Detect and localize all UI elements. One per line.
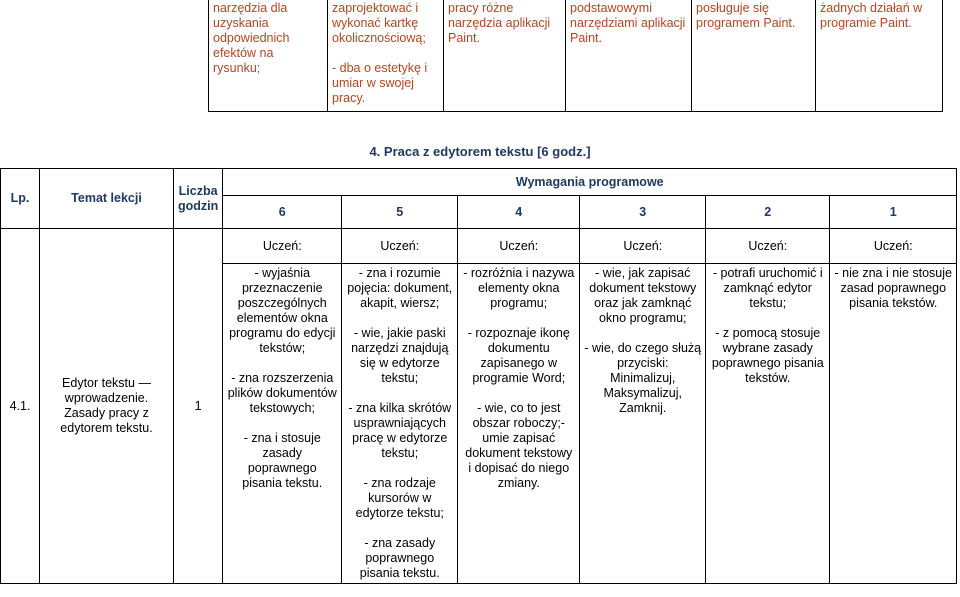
header-grade-3: 3 — [580, 196, 706, 229]
requirement-item: - wyjaśnia przeznaczenie poszczególnych elementów okna programu do edycji tekstów; — [229, 266, 336, 355]
requirement-item: - zna i stosuje zasady poprawnego pisania tekstu. — [242, 431, 323, 490]
row-temat: Edytor tekstu — wprowadzenie. Zasady pracy z edytorem tekstu. — [40, 229, 174, 584]
top-cell-paragraph: żadnych działań w programie Paint. — [820, 1, 923, 30]
requirements-grade-4 — [458, 264, 580, 584]
top-table-fragment — [208, 0, 943, 112]
header-grade-2: 2 — [706, 196, 830, 229]
row-lp: 4.1. — [1, 229, 40, 584]
requirement-item: - nie zna i nie stosuje zasad poprawnego pisania tekstów. — [834, 266, 952, 310]
requirements-table — [0, 168, 957, 584]
requirement-item: - z pomocą stosuje wybrane zasady poprawnego pisania tekstów. — [711, 326, 824, 385]
requirement-item: - wie, jakie paski narzędzi znajdują się w edytorze tekstu; — [351, 326, 449, 385]
header-grade-5: 5 — [342, 196, 458, 229]
requirement-item: - zna rodzaje kursorów w edytorze tekstu; — [355, 476, 444, 520]
top-cell-paragraph: posługuje się programem Paint. — [696, 1, 796, 30]
uczen-label-6: Uczeń: — [223, 229, 342, 264]
section-title: 4. Praca z edytorem tekstu [6 godz.] — [369, 144, 591, 159]
header-lp: Lp. — [1, 169, 40, 229]
requirements-grade-6 — [223, 264, 342, 584]
top-cell-paragraph: pracy różne narzędzia aplikacji Paint. — [448, 1, 551, 45]
top-cell-paragraph: zaprojektować i wykonać kartkę okolicznościową; — [332, 1, 426, 45]
requirements-grade-3 — [580, 264, 706, 584]
uczen-label-1: Uczeń: — [830, 229, 957, 264]
requirement-item: - rozpoznaje ikonę dokumentu zapisanego w programie Word; — [467, 326, 570, 385]
uczen-label-4: Uczeń: — [458, 229, 580, 264]
header-liczba: Liczba godzin — [174, 169, 223, 229]
header-grade-4: 4 — [458, 196, 580, 229]
row-godziny: 1 — [174, 229, 223, 584]
top-cell-2 — [692, 0, 816, 112]
requirement-item: - wie, do czego służą przyciski: Minimalizuj, Maksymalizuj, Zamknij. — [584, 341, 702, 415]
requirement-item: - wie, co to jest obszar roboczy;- umie zapisać dokument tekstowy i dopisać do niego zmiany. — [465, 401, 573, 490]
header-wymagania: Wymagania programowe — [223, 169, 957, 196]
requirement-item: - zna kilka skrótów usprawniających pracę w edytorze tekstu; — [348, 401, 452, 460]
requirement-item: - zna zasady poprawnego pisania tekstu. — [359, 536, 440, 580]
uczen-label-5: Uczeń: — [342, 229, 458, 264]
requirement-item: - potrafi uruchomić i zamknąć edytor tekstu; — [712, 266, 823, 310]
requirement-item: - zna i rozumie pojęcia: dokument, akapit, wiersz; — [347, 266, 453, 310]
header-grade-6: 6 — [223, 196, 342, 229]
top-cell-paragraph: - dba o estetykę i umiar w swojej pracy. — [332, 61, 428, 105]
requirement-item: - zna rozszerzenia plików dokumentów tekstowych; — [227, 371, 337, 415]
requirements-grade-2 — [706, 264, 830, 584]
requirements-grade-1 — [830, 264, 957, 584]
requirement-item: - rozróżnia i nazywa elementy okna programu; — [463, 266, 575, 310]
header-temat: Temat lekcji — [40, 169, 174, 229]
top-table-row — [209, 0, 943, 112]
top-cell-3 — [566, 0, 692, 112]
header-grade-1: 1 — [830, 196, 957, 229]
top-cell-5 — [328, 0, 444, 112]
requirement-item: - wie, jak zapisać dokument tekstowy oraz jak zamknąć okno programu; — [589, 266, 697, 325]
top-cell-paragraph: narzędzia dla uzyskania odpowiednich efektów na rysunku; — [213, 1, 290, 75]
requirements-grade-5 — [342, 264, 458, 584]
uczen-label-3: Uczeń: — [580, 229, 706, 264]
top-cell-paragraph: podstawowymi narzędziami aplikacji Paint. — [570, 1, 686, 45]
top-cell-6 — [209, 0, 328, 112]
uczen-label-2: Uczeń: — [706, 229, 830, 264]
top-cell-4 — [444, 0, 566, 112]
top-cell-1 — [816, 0, 943, 112]
